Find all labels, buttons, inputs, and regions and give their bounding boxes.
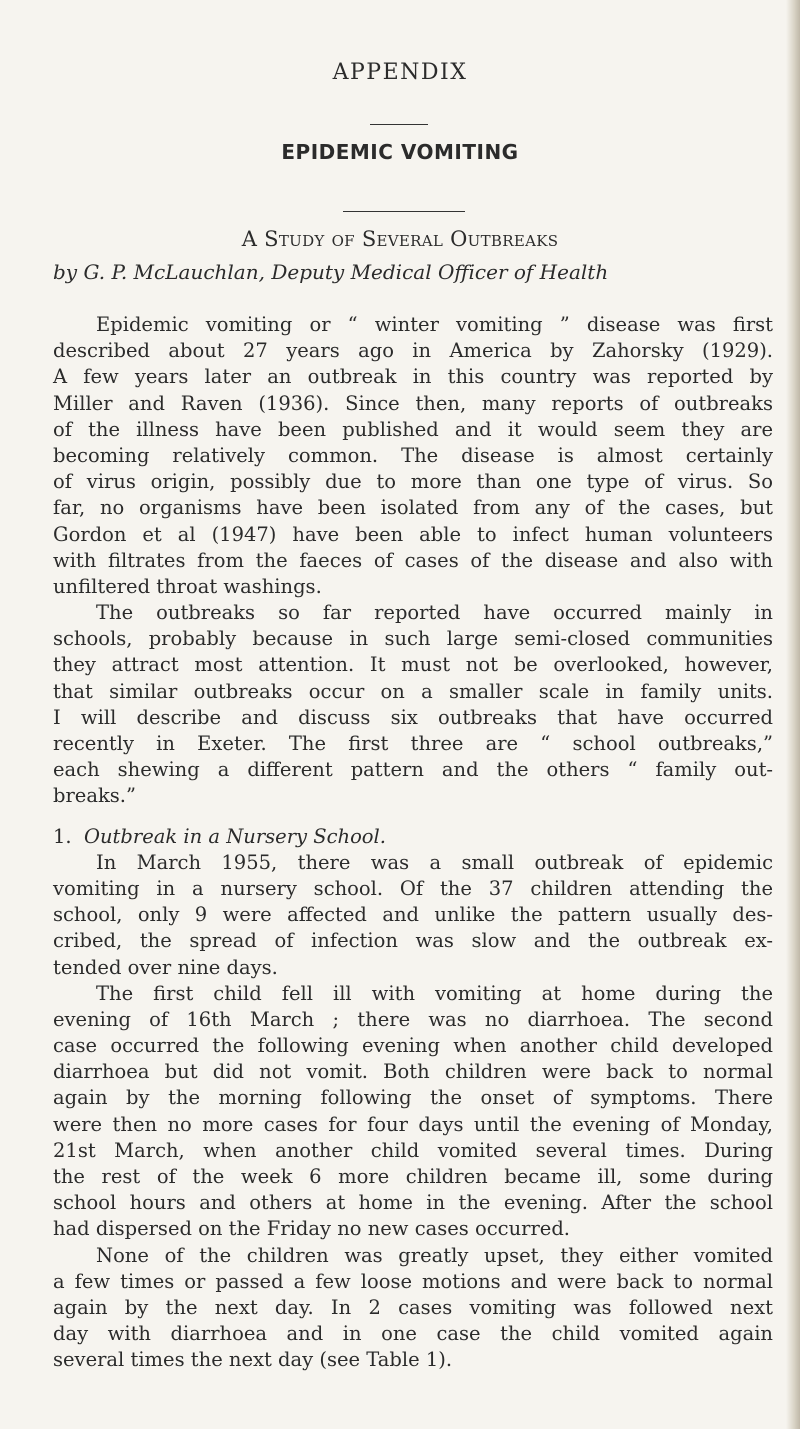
text-line: of virus origin, possibly due to more than one type of virus. So [53, 470, 773, 494]
text-line: Gordon et al (1947) have been able to infect human volunteers [53, 522, 773, 546]
text-line: vomiting in a nursery school. Of the 37 children attending the [53, 876, 773, 900]
text-line: Epidemic vomiting or “ winter vomiting ” disease was first [96, 313, 773, 336]
text-line: the rest of the week 6 more children became ill, some during [53, 1165, 773, 1188]
text-line: cribed, the spread of infection was slow and the outbreak ex- [53, 929, 773, 953]
text-line: had dispersed on the Friday no new cases occurred. [53, 1217, 570, 1241]
text-line: of the illness have been published and it would seem they are [53, 417, 773, 441]
text-line: schools, probably because in such large semi-closed communities [53, 627, 773, 651]
text-line: In March 1955, there was a small outbreak of epidemic [96, 850, 773, 874]
text-line: they attract most attention. It must not be overlooked, however, [53, 653, 773, 677]
divider-rule [370, 124, 428, 125]
text-line: diarrhoea but did not vomit. Both children were back to normal [53, 1060, 773, 1084]
text-line: a few times or passed a few loose motions and were back to normal [53, 1269, 773, 1293]
text-line: I will describe and discuss six outbreaks that have occurred [53, 705, 773, 729]
text-line: 21st March, when another child vomited several times. During [53, 1138, 773, 1162]
text-line: that similar outbreaks occur on a smaller scale in family units. [53, 679, 773, 703]
text-line: A few years later an outbreak in this country was reported by [53, 365, 773, 389]
text-line: breaks.” [53, 784, 136, 808]
text-line: school hours and others at home in the evening. After the school [53, 1191, 773, 1215]
section-title: Outbreak in a Nursery School. [84, 824, 386, 848]
text-line: day with diarrhoea and in one case the child vomited again [53, 1322, 773, 1346]
appendix-label: APPENDIX [332, 60, 468, 85]
text-line: tended over nine days. [53, 955, 278, 979]
text-line: school, only 9 were affected and unlike the pattern usually des- [53, 903, 773, 927]
text-line: The first child fell ill with vomiting at home during the [96, 981, 773, 1005]
text-line: The outbreaks so far reported have occurred mainly in [96, 601, 773, 625]
section-heading [53, 824, 773, 850]
byline: by G. P. McLauchlan, Deputy Medical Officer of Health [53, 260, 609, 284]
subtitle: A Study of Several Outbreaks [241, 227, 559, 251]
text-line: each shewing a different pattern and the others “ family out- [53, 758, 773, 782]
page-edge [786, 0, 800, 1429]
text-line: again by the next day. In 2 cases vomiting was followed next [53, 1295, 773, 1319]
text-line: described about 27 years ago in America by Zahorsky (1929). [53, 339, 773, 363]
text-line: several times the next day (see Table 1). [53, 1348, 453, 1372]
text-line: again by the morning following the onset of symptoms. There [53, 1086, 773, 1110]
article-body [53, 312, 773, 1374]
text-line: evening of 16th March ; there was no diarrhoea. The second [53, 1007, 773, 1031]
divider-rule [343, 211, 465, 212]
text-line: far, no organisms have been isolated from any of the cases, but [53, 496, 773, 520]
text-line: becoming relatively common. The disease is almost certainly [53, 443, 773, 467]
text-line: with filtrates from the faeces of cases of the disease and also with [53, 548, 773, 572]
text-line: were then no more cases for four days until the evening of Monday, [53, 1112, 773, 1136]
section-number: 1. [53, 824, 72, 848]
text-line: Miller and Raven (1936). Since then, many reports of outbreaks [53, 391, 773, 415]
text-line: recently in Exeter. The first three are “ school outbreaks,” [53, 732, 773, 755]
text-line: unfiltered throat washings. [53, 574, 322, 598]
page-title: EPIDEMIC VOMITING [281, 140, 519, 164]
text-line: case occurred the following evening when another child developed [53, 1034, 773, 1058]
text-line: None of the children was greatly upset, they either vomited [96, 1243, 773, 1267]
